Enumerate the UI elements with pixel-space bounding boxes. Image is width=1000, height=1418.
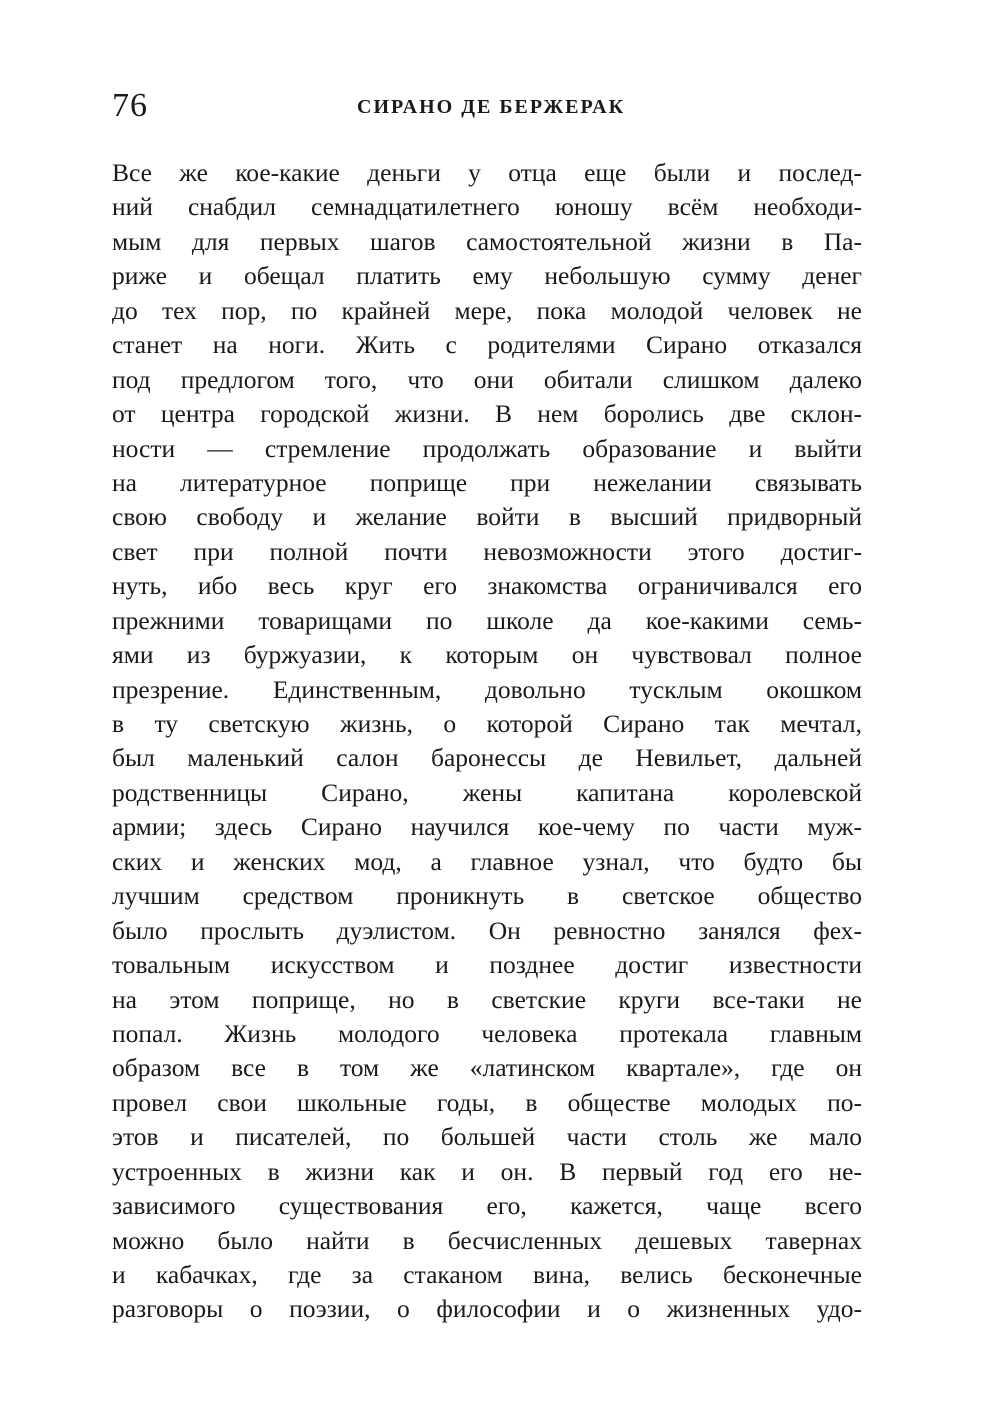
text-line: станет на ноги. Жить с родителями Сирано отказался [112, 330, 862, 360]
text-line: этов и писателей, по большей части столь же мало [112, 1122, 862, 1152]
text-line: на этом поприще, но в светские круги все-таки не [112, 984, 862, 1014]
text-line: от центра городской жизни. В нем боролись две склон- [112, 399, 862, 429]
text-line: свою свободу и желание войти в высший придворный [112, 502, 862, 532]
text-line: в ту светскую жизнь, о которой Сирано так мечтал, [112, 709, 862, 738]
text-line: провел свои школьные годы, в обществе молодых по- [112, 1087, 862, 1117]
text-line: и кабачках, где за стаканом вина, велись бесконечные [112, 1260, 862, 1289]
text-line: Все же кое-какие деньги у отца еще были и послед- [112, 158, 862, 187]
text-line: презрение. Единственным, довольно тусклым окошком [112, 674, 862, 704]
text-line: устроенных в жизни как и он. В первый год его не- [112, 1156, 862, 1186]
body-text [112, 156, 862, 1327]
text-line: ний снабдил семнадцатилетнего юношу всём необходи- [112, 192, 862, 222]
text-line: товальным искусством и позднее достиг известности [112, 950, 862, 980]
text-line: риже и обещал платить ему небольшую сумму денег [112, 261, 862, 291]
text-line: нуть, ибо весь круг его знакомства ограничивался его [112, 571, 862, 601]
text-line: был маленький салон баронессы де Невильет, дальней [112, 743, 862, 773]
page-number: 76 [112, 87, 148, 124]
text-line: попал. Жизнь молодого человека протекала главным [112, 1018, 862, 1048]
text-line: под предлогом того, что они обитали слишком далеко [112, 364, 862, 394]
text-line: до тех пор, по крайней мере, пока молодой человек не [112, 295, 862, 325]
text-line: образом все в том же «латинском квартале», где он [112, 1053, 862, 1083]
text-line: родственницы Сирано, жены капитана королевской [112, 777, 862, 807]
text-line: зависимого существования его, кажется, чаще всего [112, 1191, 862, 1221]
text-line: разговоры о поэзии, о философии и о жизненных удо- [112, 1294, 862, 1324]
running-head: СИРАНО ДЕ БЕРЖЕРАК [357, 96, 626, 118]
text-line: мым для первых шагов самостоятельной жизни в Па- [112, 226, 862, 256]
text-line: лучшим средством проникнуть в светское общество [112, 881, 862, 911]
text-line: было прослыть дуэлистом. Он ревностно занялся фех- [112, 915, 862, 945]
text-line: прежними товарищами по школе да кое-какими семь- [112, 605, 862, 635]
text-line: ности — стремление продолжать образование и выйти [112, 433, 862, 463]
text-line: ских и женских мод, а главное узнал, что будто бы [112, 846, 862, 876]
text-line: можно было найти в бесчисленных дешевых тавернах [112, 1225, 862, 1255]
text-line: свет при полной почти невозможности этого достиг- [112, 536, 862, 566]
page-header [112, 84, 862, 128]
text-line: ями из буржуазии, к которым он чувствовал полное [112, 640, 862, 670]
text-line: на литературное поприще при нежелании связывать [112, 467, 862, 497]
text-line: армии; здесь Сирано научился кое-чему по части муж- [112, 812, 862, 842]
